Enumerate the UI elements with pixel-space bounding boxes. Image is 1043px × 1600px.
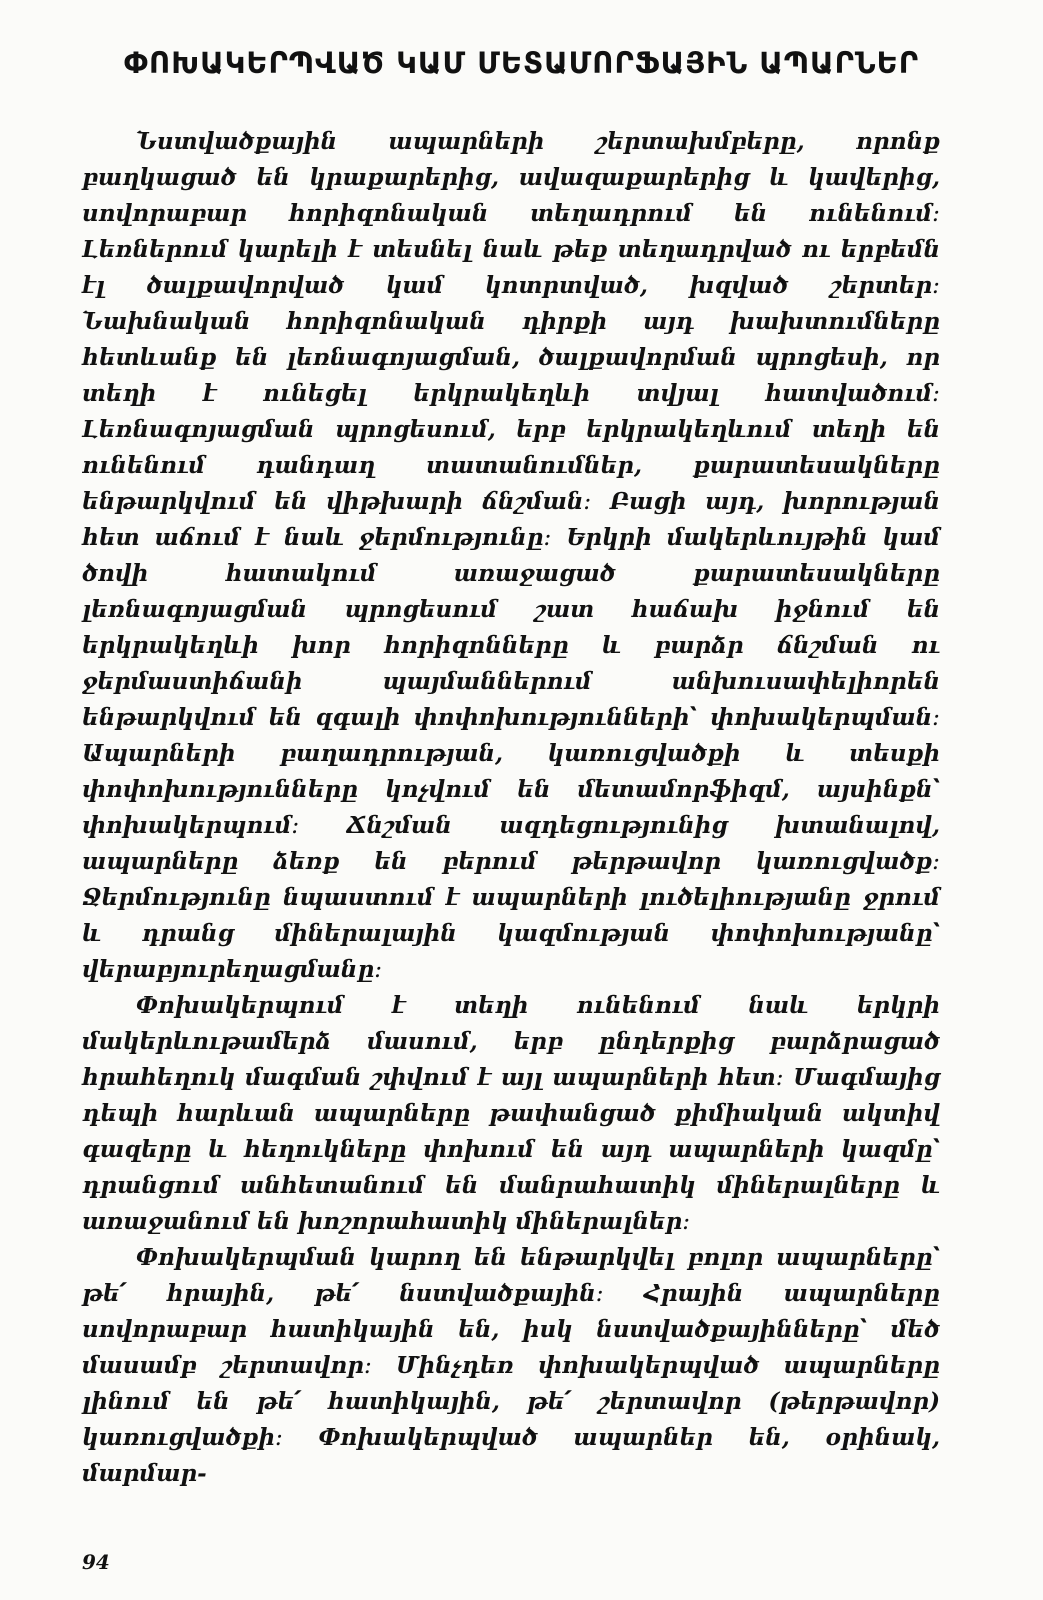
chapter-heading: ՓՈԽԱԿԵՐՊՎԱԾ ԿԱՄ ՄԵՏԱՄՈՐՖԱՅԻՆ ԱՊԱՐՆԵՐ xyxy=(123,46,920,80)
body-text xyxy=(82,124,940,1492)
paragraph-3: Փոխակերպման կարող են ենթարկվել բոլոր ապարները՝ թե՛ հրային, թե՛ նստվածքային։ Հրային ապարները սովորաբար հատիկային են, իսկ նստվածքայինները՝ մեծ մասամբ շերտավոր։ Մինչդեռ փոխակերպված ապարները լինում են թե՛ հատիկային, թե՛ շերտավոր (թերթավոր) կառուցվածքի։ Փոխակերպված ապարներ են, օրինակ, մարմար- xyxy=(82,1244,940,1487)
paragraph-2: Փոխակերպում է տեղի ունենում նաև երկրի մակերևութամերձ մասում, երբ ընդերքից բարձրացած հրահեղուկ մագման շփվում է այլ ապարների հետ։ Մագմայից դեպի հարևան ապարները թափանցած քիմիական ակտիվ գազերը և հեղուկները փոխում են այդ ապարների կազմը՝ դրանցում անհետանում են մանրահատիկ միներալները և առաջանում են խոշորահատիկ միներալներ։ xyxy=(82,992,940,1235)
paragraph-1: Նստվածքային ապարների շերտախմբերը, որոնք բաղկացած են կրաքարերից, ավազաքարերից և կավերից, սովորաբար հորիզոնական տեղադրում են ունենում։ Լեռներում կարելի է տեսնել նաև թեք տեղադրված ու երբեմն էլ ծալքավորված կամ կոտրտված, խզված շերտեր։ Նախնական հորիզոնական դիրքի այդ խախտումները հետևանք են լեռնագոյացման, ծալքավորման պրոցեսի, որ տեղի է ունեցել երկրակեղևի տվյալ հատվածում։ Լեռնագոյացման պրոցեսում, երբ երկրակեղևում տեղի են ունենում դանդաղ տատանումներ, քարատեսակները ենթարկվում են վիթխարի ճնշման։ Բացի այդ, խորության հետ աճում է նաև ջերմությունը։ Երկրի մակերևույթին կամ ծովի հատակում առաջացած քարատեսակները լեռնագոյացման պրոցեսում շատ հաճախ իջնում են երկրակեղևի խոր հորիզոնները և բարձր ճնշման ու ջերմաստիճանի պայմաններում անխուսափելիորեն ենթարկվում են զգալի փոփոխությունների՝ փոխակերպման։ Ապարների բաղադրության, կառուցվածքի և տեսքի փոփոխությունները կոչվում են մետամորֆիզմ, այսինքն՝ փոխակերպում։ Ճնշման ազդեցությունից խտանալով, ապարները ձեռք են բերում թերթավոր կառուցվածք։ Ջերմությունը նպաստում է ապարների լուծելիությանը ջրում և դրանց միներալային կազմության փոփոխությանը՝ վերաբյուրեղացմանը։ xyxy=(82,128,940,983)
page-number: 94 xyxy=(82,1550,110,1574)
